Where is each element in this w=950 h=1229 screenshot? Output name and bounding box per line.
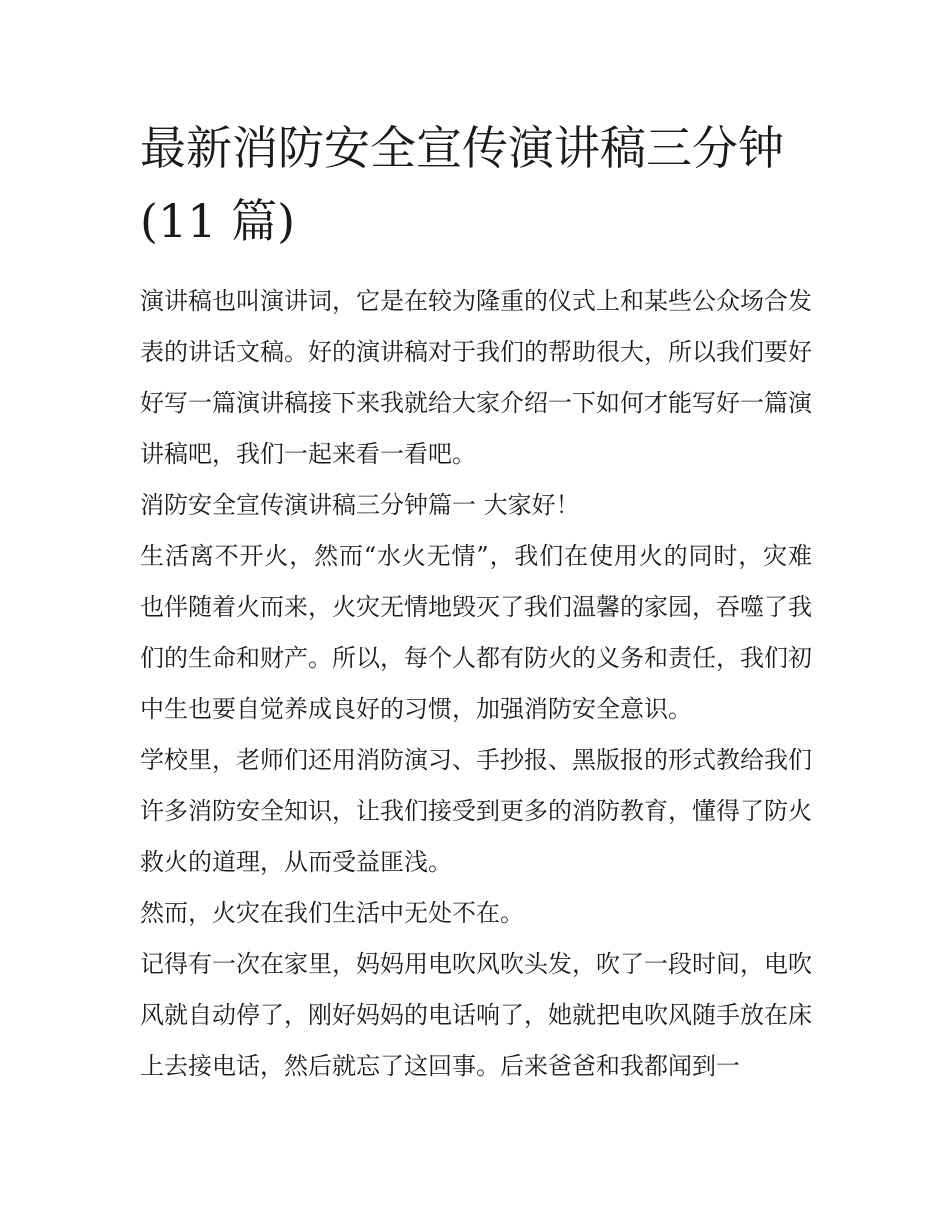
paragraph: 然而，火灾在我们生活中无处不在。: [140, 899, 524, 927]
document-page: [140, 112, 812, 1092]
paragraph: 学校里，老师们还用消防演习、手抄报、黑版报的形式教给我们许多消防安全知识，让我们接受到更多的消防教育，懂得了防火救火的道理，从而受益匪浅。: [140, 746, 812, 876]
paragraph-section-heading: 消防安全宣传演讲稿三分钟篇一 大家好！: [140, 491, 580, 519]
paragraph: 生活离不开火，然而“水火无情”，我们在使用火的同时，灾难也伴随着火而来，火灾无情地毁灭了我们温馨的家园，吞噬了我们的生命和财产。所以，每个人都有防火的义务和责任，我们初中生也要自觉养成良好的习惯，加强消防安全意识。: [140, 542, 812, 723]
document-title: 最新消防安全宣传演讲稿三分钟(11 篇): [140, 121, 784, 248]
paragraph: 记得有一次在家里，妈妈用电吹风吹头发，吹了一段时间，电吹风就自动停了，刚好妈妈的电话响了，她就把电吹风随手放在床上去接电话，然后就忘了这回事。后来爸爸和我都闻到一: [140, 950, 812, 1080]
document-body: [140, 276, 812, 1092]
paragraph-intro: 演讲稿也叫演讲词，它是在较为隆重的仪式上和某些公众场合发表的讲话文稿。好的演讲稿对于我们的帮助很大，所以我们要好好写一篇演讲稿接下来我就给大家介绍一下如何才能写好一篇演讲稿吧，我们一起来看一看吧。: [140, 287, 812, 468]
